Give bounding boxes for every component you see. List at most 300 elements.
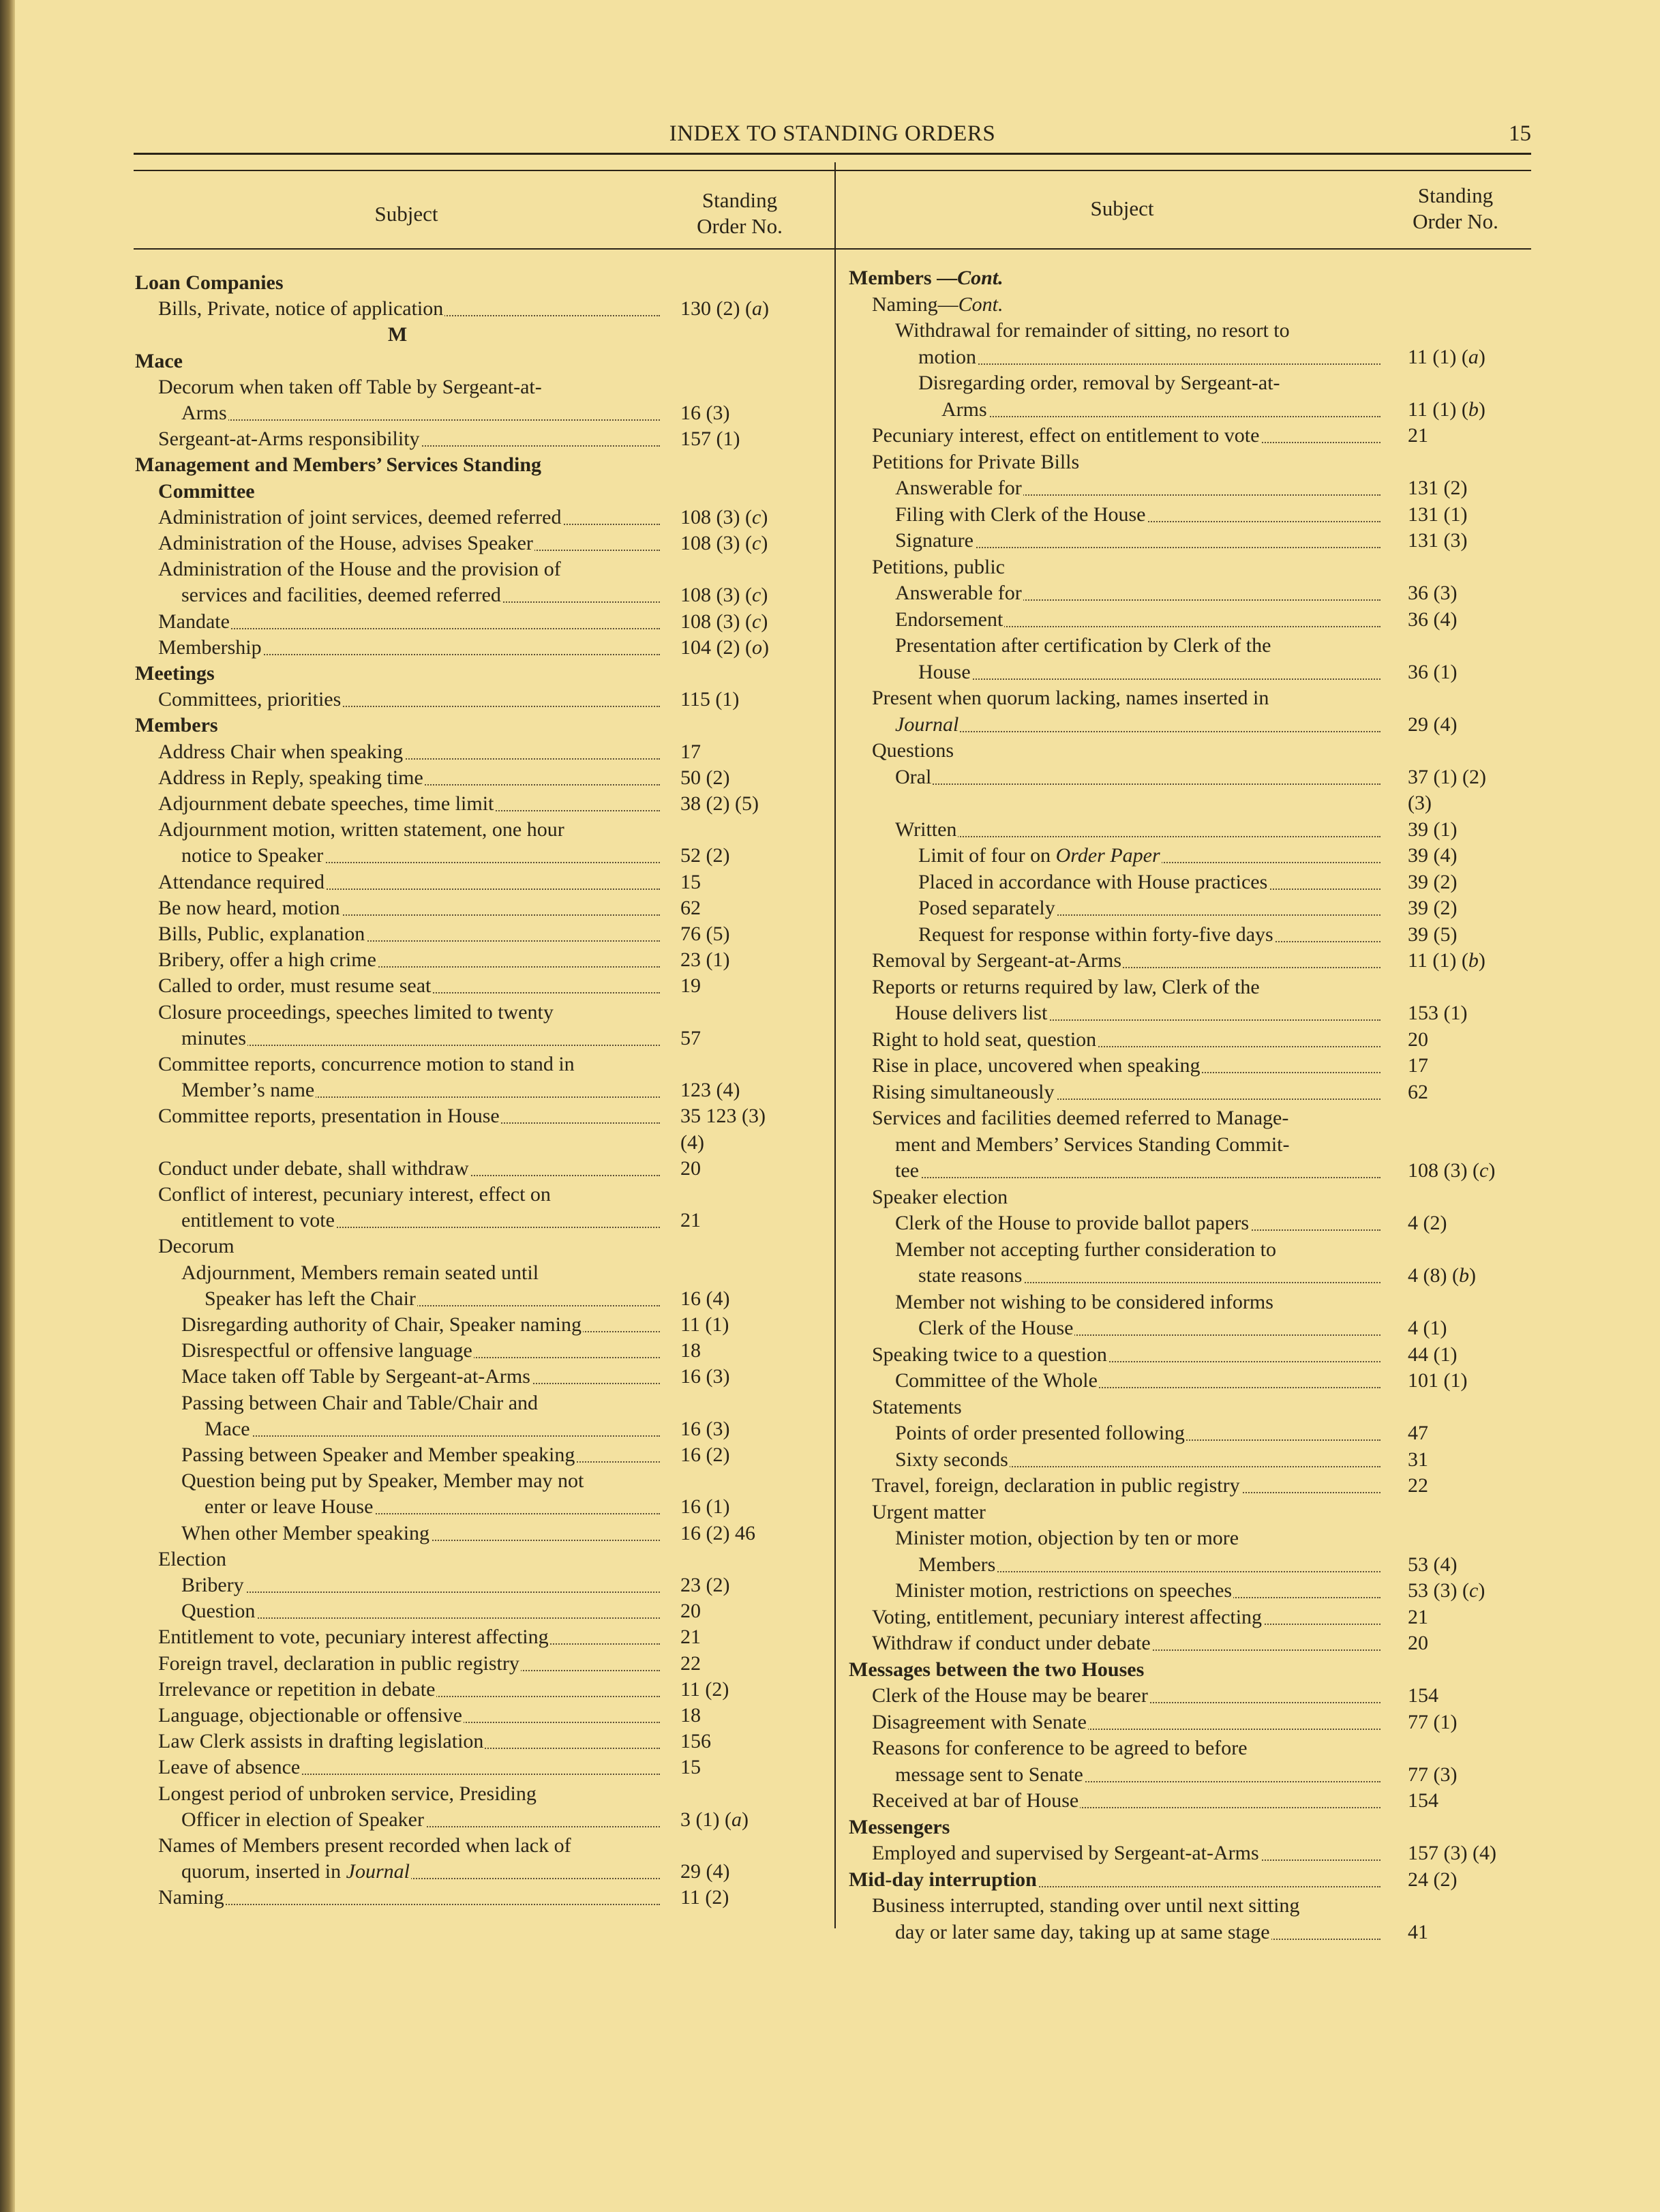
left-standing-header	[668, 188, 811, 239]
index-entry	[135, 1416, 817, 1443]
standing-order-ref: 4 (2)	[1408, 1212, 1447, 1234]
standing-order-ref: 157 (1)	[680, 428, 740, 451]
index-entry	[135, 1155, 817, 1182]
index-entry	[849, 475, 1530, 502]
entry-text: Mandate	[158, 608, 231, 636]
standing-order-ref: 21	[680, 1626, 701, 1649]
entry-text: Administration of the House, advises Speaker	[158, 530, 534, 557]
index-entry	[849, 1157, 1530, 1184]
index-entry	[849, 317, 1530, 344]
entry-text: Voting, entitlement, pecuniary interest affecting	[872, 1604, 1263, 1631]
entry-text: Naming—Cont.	[872, 291, 1005, 318]
entry-text: Right to hold seat, question	[872, 1026, 1098, 1053]
index-entry	[849, 1262, 1530, 1289]
index-entry	[135, 921, 817, 948]
index-heading	[135, 478, 817, 505]
page-header	[134, 121, 1531, 151]
index-entry	[135, 1390, 817, 1417]
entry-text: Members	[918, 1551, 997, 1579]
standing-order-ref: 108 (3) (c)	[680, 610, 768, 633]
index-entry	[849, 501, 1530, 528]
index-entry	[849, 1525, 1530, 1552]
standing-order-ref: 53 (3) (c)	[1408, 1579, 1485, 1602]
index-entry	[849, 685, 1530, 712]
index-entry	[135, 1884, 817, 1911]
standing-order-ref: 108 (3) (c)	[680, 532, 768, 554]
index-entry	[135, 1832, 817, 1859]
index-entry	[135, 556, 817, 583]
entry-text: Longest period of unbroken service, Presiding	[158, 1780, 538, 1808]
index-heading	[135, 660, 817, 687]
standing-order-ref: 39 (1)	[1408, 818, 1458, 841]
entry-text: Address in Reply, speaking time	[158, 764, 425, 792]
entry-text: Statements	[872, 1394, 963, 1421]
standing-order-ref: 21	[680, 1209, 701, 1232]
entry-text: House delivers list	[895, 1000, 1048, 1027]
index-entry	[849, 1892, 1530, 1919]
standing-order-ref: 131 (1)	[1408, 503, 1468, 526]
index-entry	[135, 425, 817, 453]
standing-order-ref: 104 (2) (o)	[680, 636, 769, 659]
standing-order-ref: 39 (2)	[1408, 897, 1458, 919]
index-entry	[135, 1467, 817, 1495]
index-entry	[849, 554, 1530, 581]
entry-text: services and facilities, deemed referred	[181, 582, 502, 609]
dot-leader	[205, 1435, 660, 1437]
standing-order-ref: 62	[1408, 1080, 1428, 1103]
index-entry	[135, 1259, 817, 1287]
standing-order-ref: 62	[680, 896, 701, 919]
index-entry	[135, 1441, 817, 1469]
index-entry	[135, 1233, 817, 1260]
standing-order-ref: 108 (3) (c)	[680, 505, 768, 528]
entry-text: Officer in election of Speaker	[181, 1806, 425, 1834]
entry-text: Clerk of the House	[918, 1315, 1074, 1342]
entry-text: Mace	[205, 1416, 252, 1443]
index-entry	[849, 1551, 1530, 1579]
entry-text: Committees, priorities	[158, 686, 342, 713]
index-entry	[135, 790, 817, 818]
index-entry	[135, 1337, 817, 1364]
standing-order-ref: 21	[1408, 424, 1428, 447]
index-heading	[849, 1814, 1530, 1841]
index-entry	[135, 1754, 817, 1781]
index-entry	[849, 1131, 1530, 1159]
entry-text: Speaking twice to a question	[872, 1341, 1108, 1369]
dot-leader	[895, 836, 1380, 837]
standing-order-ref: 77 (1)	[1408, 1710, 1458, 1733]
standing-order-ref: 36 (1)	[1408, 660, 1458, 683]
standing-order-ref: 157 (3) (4)	[1408, 1842, 1496, 1864]
index-entry	[849, 606, 1530, 633]
entry-text: minutes	[181, 1025, 247, 1052]
entry-text: Disrespectful or offensive language	[181, 1337, 474, 1364]
index-entry	[135, 1702, 817, 1729]
entry-text: Speaker has left the Chair	[205, 1285, 417, 1313]
index-entry	[849, 895, 1530, 922]
index-entry	[849, 711, 1530, 738]
standing-order-ref: 108 (3) (c)	[680, 584, 768, 607]
standing-order-ref: 19	[680, 974, 701, 998]
entry-text: Presentation after certification by Clerk of the	[895, 632, 1272, 659]
standing-order-ref: 11 (2)	[680, 1677, 729, 1701]
index-entry	[849, 1682, 1530, 1709]
entry-text: Be now heard, motion	[158, 895, 342, 922]
entry-text: notice to Speaker	[181, 842, 325, 869]
entry-text: Withdrawal for remainder of sitting, no resort to	[895, 317, 1291, 344]
dot-leader	[895, 731, 1380, 732]
index-entry	[135, 608, 817, 636]
entry-text: Bills, Public, explanation	[158, 921, 366, 948]
index-entry	[135, 530, 817, 557]
entry-text: When other Member speaking	[181, 1520, 431, 1547]
standing-order-ref: 37 (1) (2)	[1408, 765, 1486, 788]
entry-text: quorum, inserted in Journal	[181, 1858, 411, 1885]
entry-text: Arms	[181, 400, 228, 427]
entry-text: Written	[895, 816, 958, 843]
entry-text: Meetings	[135, 660, 216, 687]
index-entry	[135, 895, 817, 922]
index-entry	[849, 1105, 1530, 1132]
index-entry	[849, 370, 1530, 397]
index-entry	[135, 1493, 817, 1521]
standing-order-ref: 17	[680, 740, 701, 763]
entry-text: message sent to Senate	[895, 1761, 1085, 1789]
standing-order-ref: 16 (3)	[680, 1417, 730, 1440]
index-entry	[849, 1787, 1530, 1814]
standing-order-ref: 16 (3)	[680, 1365, 730, 1388]
index-entry	[849, 974, 1530, 1001]
index-entry	[135, 1311, 817, 1339]
entry-text: Reasons for conference to be agreed to before	[872, 1735, 1249, 1762]
standing-order-ref: 11 (1)	[680, 1313, 729, 1336]
index-heading	[135, 348, 817, 375]
entry-text: Sergeant-at-Arms responsibility	[158, 425, 421, 453]
entry-text: Passing between Speaker and Member speaking	[181, 1441, 576, 1469]
index-entry	[135, 1285, 817, 1313]
left-subject-header: Subject	[374, 202, 438, 226]
index-entry	[849, 1840, 1530, 1867]
entry-text: Reports or returns required by law, Clerk of the	[872, 974, 1261, 1001]
entry-text: Committee reports, presentation in House	[158, 1103, 501, 1130]
index-heading	[849, 1656, 1530, 1684]
index-entry	[135, 295, 817, 323]
entry-text: Petitions, public	[872, 554, 1006, 581]
entry-text: tee	[895, 1157, 920, 1184]
standing-order-ref: 16 (2)	[680, 1444, 730, 1466]
entry-text: state reasons	[918, 1262, 1023, 1289]
entry-text: entitlement to vote	[181, 1207, 336, 1234]
entry-text: Adjournment motion, written statement, one hour	[158, 816, 566, 843]
column-divider	[834, 162, 836, 1928]
entry-text: Request for response within forty-five days	[918, 921, 1275, 948]
dot-leader	[918, 678, 1380, 680]
standing-order-ref: 11 (1) (b)	[1408, 398, 1485, 421]
index-entry	[135, 504, 817, 531]
entry-text: Disregarding order, removal by Sergeant-at-	[918, 370, 1282, 397]
header-rule	[134, 153, 1531, 155]
standing-order-ref: 17	[1408, 1054, 1428, 1077]
index-entry	[135, 1780, 817, 1808]
entry-text: Called to order, must resume seat	[158, 972, 432, 1000]
index-entry	[135, 1025, 817, 1052]
entry-text: Pecuniary interest, effect on entitlement to vote	[872, 422, 1261, 449]
entry-text: Withdraw if conduct under debate	[872, 1630, 1152, 1657]
entry-text: Committee	[158, 478, 256, 505]
standing-order-ref: 24 (2)	[1408, 1868, 1458, 1891]
standing-order-ref: 16 (1)	[680, 1495, 730, 1519]
standing-order-ref: 50 (2)	[680, 766, 730, 789]
index-entry	[849, 1289, 1530, 1316]
standing-order-ref: 20	[1408, 1028, 1428, 1051]
entry-text: Membership	[158, 634, 263, 661]
index-heading	[135, 269, 817, 297]
standing-order-ref: 76 (5)	[680, 923, 730, 945]
index-heading	[135, 451, 817, 479]
standing-order-ref: 11 (1) (a)	[1408, 345, 1485, 368]
index-entry	[135, 764, 817, 792]
entry-text: Journal	[895, 711, 960, 738]
index-entry	[135, 946, 817, 974]
index-entry	[135, 1363, 817, 1390]
index-entry	[135, 1572, 817, 1599]
index-entry	[135, 1051, 817, 1078]
entry-text: Loan Companies	[135, 269, 285, 297]
index-entry	[849, 1604, 1530, 1631]
entry-text: Answerable for	[895, 580, 1023, 607]
entry-text: Bribery	[181, 1572, 245, 1599]
index-letter: M	[135, 321, 661, 348]
index-entry	[849, 580, 1530, 607]
standing-order-ref: 39 (5)	[1408, 923, 1458, 946]
page-title: INDEX TO STANDING ORDERS	[669, 121, 996, 146]
standing-order-ref: 11 (2)	[680, 1886, 729, 1909]
dot-leader	[158, 1904, 660, 1905]
standing-order-ref: 153 (1)	[1408, 1002, 1468, 1024]
index-letter-divider	[135, 321, 817, 348]
standing-order-ref: 23 (1)	[680, 948, 730, 972]
standing-order-ref: 36 (4)	[1408, 608, 1458, 631]
entry-text: Language, objectionable or offensive	[158, 1702, 464, 1729]
index-entry	[849, 449, 1530, 476]
entry-text: Minister motion, restrictions on speeches	[895, 1577, 1233, 1604]
index-entry	[135, 816, 817, 843]
standing-order-ref: 154	[1408, 1789, 1438, 1812]
standing-order-ref: 20	[680, 1156, 701, 1180]
standing-order-ref: 39 (2)	[1408, 870, 1458, 893]
entry-text: Member not wishing to be considered informs	[895, 1289, 1275, 1316]
entry-text: Mace	[135, 348, 184, 375]
standing-order-ref: 123 (4)	[680, 1079, 740, 1102]
index-entry	[135, 400, 817, 427]
index-entry	[849, 737, 1530, 764]
entry-text: Adjournment, Members remain seated until	[181, 1259, 540, 1287]
standing-order-ref: 31	[1408, 1448, 1428, 1471]
standing-order-ref: 18	[680, 1704, 701, 1727]
standing-order-ref: 57	[680, 1026, 701, 1049]
entry-text: Petitions for Private Bills	[872, 449, 1081, 476]
index-entry	[849, 921, 1530, 948]
standing-order-ref: 22	[1408, 1474, 1428, 1497]
standing-order-ref: 131 (3)	[1408, 529, 1468, 552]
standing-order-ref: 16 (2) 46	[680, 1521, 755, 1544]
index-entry	[135, 1103, 817, 1130]
standing-order-ref: (3)	[1408, 792, 1432, 814]
index-entry	[849, 1394, 1530, 1421]
index-entry	[135, 1077, 817, 1104]
entry-text: Signature	[895, 527, 975, 554]
entry-text: Attendance required	[158, 869, 326, 896]
entry-text: Passing between Chair and Table/Chair and	[181, 1390, 539, 1417]
standing-order-ref: (4)	[680, 1131, 704, 1154]
index-entry	[135, 869, 817, 896]
standing-order-ref: 35 123 (3)	[680, 1105, 766, 1128]
entry-text: Decorum	[158, 1233, 236, 1260]
entry-text: day or later same day, taking up at same stage	[895, 1919, 1271, 1946]
entry-text: Entitlement to vote, pecuniary interest affecting	[158, 1624, 550, 1651]
index-entry	[135, 634, 817, 661]
entry-text: Arms	[941, 396, 989, 423]
index-entry	[135, 582, 817, 609]
entry-text: Sixty seconds	[895, 1446, 1010, 1474]
standing-order-ref: 52 (2)	[680, 844, 730, 867]
standing-order-ref: 77 (3)	[1408, 1763, 1458, 1786]
index-entry	[849, 659, 1530, 686]
entry-text: Present when quorum lacking, names inserted in	[872, 685, 1270, 712]
standing-order-ref: 21	[1408, 1605, 1428, 1628]
index-entry	[135, 1546, 817, 1573]
dot-leader	[895, 783, 1380, 785]
index-entry	[849, 291, 1530, 318]
index-entry	[135, 1598, 817, 1625]
entry-text: Leave of absence	[158, 1754, 301, 1781]
index-entry	[135, 1207, 817, 1234]
entry-text: Administration of joint services, deemed referred	[158, 504, 562, 531]
entry-text: Closure proceedings, speeches limited to twenty	[158, 999, 555, 1026]
entry-text: Received at bar of House	[872, 1787, 1080, 1814]
entry-text: Speaker election	[872, 1184, 1009, 1211]
left-standing-header-line2: Order No.	[697, 214, 783, 238]
index-entry	[135, 1806, 817, 1834]
standing-order-ref: 3 (1) (a)	[680, 1808, 749, 1831]
entry-text: Irrelevance or repetition in debate	[158, 1676, 436, 1703]
index-entry	[849, 1446, 1530, 1474]
entry-text: Management and Members’ Services Standing	[135, 451, 543, 479]
index-entry	[849, 422, 1530, 449]
entry-text: Removal by Sergeant-at-Arms	[872, 947, 1123, 974]
table-top-rule	[134, 170, 1531, 171]
standing-order-ref: 4 (1)	[1408, 1317, 1447, 1339]
standing-order-ref: 20	[1408, 1632, 1428, 1654]
entry-text: Committee reports, concurrence motion to stand in	[158, 1051, 576, 1078]
index-entry	[849, 947, 1530, 974]
entry-text: Names of Members present recorded when lack of	[158, 1832, 573, 1859]
index-entry	[849, 1367, 1530, 1394]
standing-order-ref: 29 (4)	[1408, 713, 1458, 736]
entry-text: Election	[158, 1546, 228, 1573]
dot-leader	[181, 1045, 660, 1046]
index-entry	[849, 1184, 1530, 1211]
entry-text: Services and facilities deemed referred to Manage-	[872, 1105, 1290, 1132]
standing-order-ref: 4 (8) (b)	[1408, 1264, 1476, 1287]
entry-text: Bribery, offer a high crime	[158, 946, 378, 974]
standing-order-ref: 38 (2) (5)	[680, 792, 759, 815]
entry-text: Rising simultaneously	[872, 1079, 1056, 1106]
index-entry	[135, 1676, 817, 1703]
dot-leader	[181, 1591, 660, 1593]
book-binding-shadow	[0, 0, 15, 2212]
index-entry	[135, 1858, 817, 1885]
index-entry	[849, 1052, 1530, 1079]
standing-order-ref: 154	[1408, 1684, 1438, 1707]
index-entry	[135, 686, 817, 713]
standing-order-ref: 41	[1408, 1920, 1428, 1943]
entry-text: Question	[181, 1598, 256, 1625]
index-heading	[849, 1866, 1530, 1894]
index-entry	[135, 1181, 817, 1208]
standing-order-ref: 11 (1) (b)	[1408, 949, 1485, 972]
index-heading	[135, 712, 817, 739]
index-entry	[135, 1624, 817, 1651]
index-entry	[135, 374, 817, 401]
standing-order-ref: 115 (1)	[680, 688, 740, 711]
entry-text: Questions	[872, 737, 955, 764]
index-entry	[849, 344, 1530, 371]
index-entry	[135, 972, 817, 1000]
index-entry	[849, 764, 1530, 791]
standing-order-ref: 15	[680, 1756, 701, 1779]
standing-order-ref: 53 (4)	[1408, 1553, 1458, 1576]
standing-order-ref: 36 (3)	[1408, 582, 1458, 604]
entry-text: Committee of the Whole	[895, 1367, 1099, 1394]
index-entry	[849, 1735, 1530, 1762]
standing-order-ref: 29 (4)	[680, 1860, 730, 1883]
entry-text: Foreign travel, declaration in public registry	[158, 1650, 521, 1677]
entry-text: Mid-day interruption	[849, 1866, 1038, 1894]
dot-leader	[918, 363, 1380, 365]
index-entry	[849, 1919, 1530, 1946]
index-entry	[849, 1472, 1530, 1499]
index-entry	[849, 1315, 1530, 1342]
standing-order-ref: 101 (1)	[1408, 1369, 1468, 1392]
standing-order-ref: 23 (2)	[680, 1574, 730, 1596]
entry-text: motion	[918, 344, 978, 371]
index-entry	[135, 999, 817, 1026]
index-entry	[849, 1000, 1530, 1027]
entry-text: Employed and supervised by Sergeant-at-Arms	[872, 1840, 1261, 1867]
dot-leader	[158, 628, 660, 629]
standing-order-ref: 16 (4)	[680, 1287, 730, 1310]
entry-text: Rise in place, uncovered when speaking	[872, 1052, 1202, 1079]
entry-text: Business interrupted, standing over until next sitting	[872, 1892, 1301, 1919]
standing-order-ref: 20	[680, 1600, 701, 1623]
index-entry	[849, 1761, 1530, 1789]
entry-text: Urgent matter	[872, 1499, 987, 1526]
index-entry	[135, 1650, 817, 1677]
index-entry	[135, 1520, 817, 1547]
right-standing-header-line1: Standing	[1417, 183, 1494, 207]
entry-text: ment and Members’ Services Standing Commit-	[895, 1131, 1291, 1159]
standing-order-ref: 131 (2)	[1408, 477, 1468, 499]
index-entry	[849, 842, 1530, 869]
entry-text: enter or leave House	[205, 1493, 374, 1521]
entry-text: Members —Cont.	[849, 265, 1005, 292]
entry-text: Placed in accordance with House practices	[918, 869, 1269, 896]
entry-text: Members	[135, 712, 220, 739]
entry-text: Limit of four on Order Paper	[918, 842, 1162, 869]
standing-order-ref: 39 (4)	[1408, 844, 1458, 867]
index-entry	[849, 1236, 1530, 1264]
